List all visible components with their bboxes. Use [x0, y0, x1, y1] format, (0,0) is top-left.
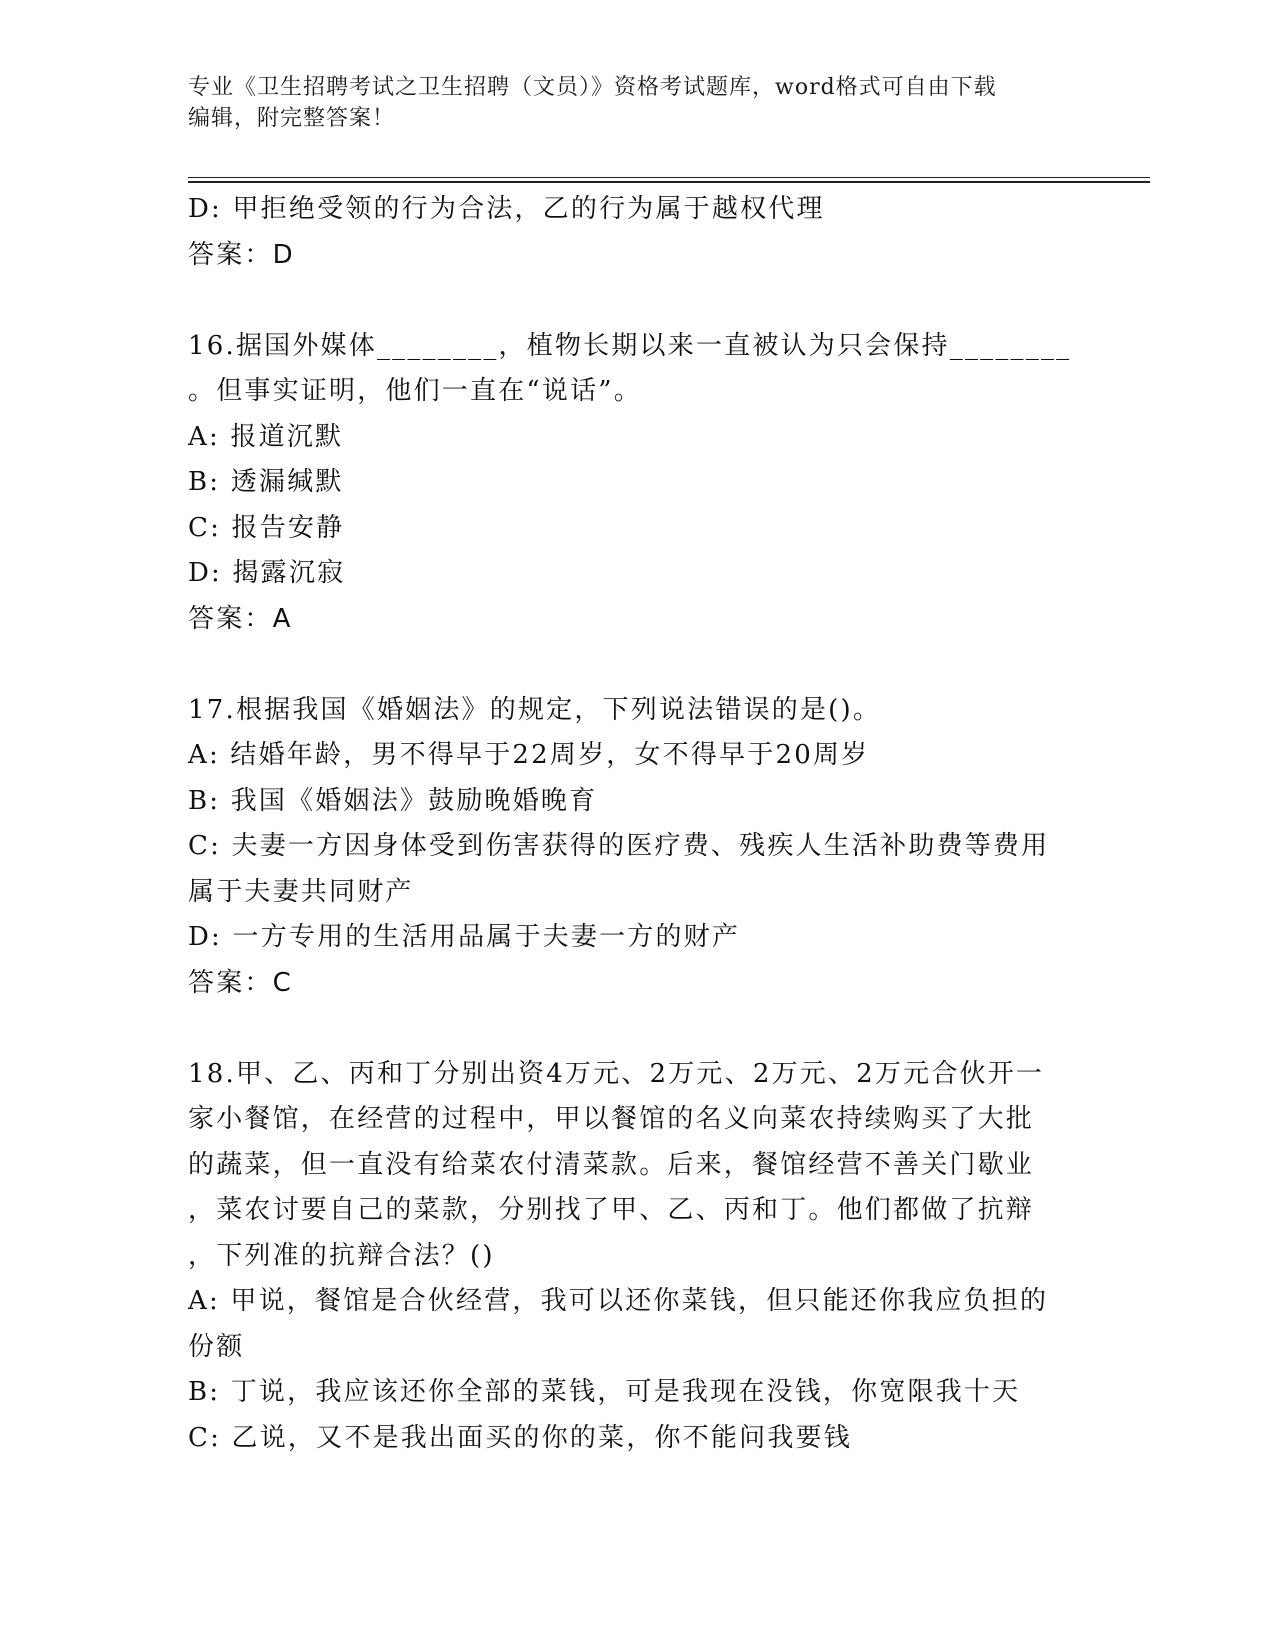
question-stem: ，菜农讨要自己的菜款，分别找了甲、乙、丙和丁。他们都做了抗辩	[188, 1195, 1035, 1225]
question-stem: 16.据国外媒体________，植物长期以来一直被认为只会保持________	[188, 330, 1072, 361]
answer: 答案：C	[188, 967, 293, 998]
option-a-continued: 份额	[188, 1331, 245, 1362]
spacer	[188, 278, 1088, 324]
question-18	[188, 1052, 1088, 1462]
option-b: B: 我国《婚姻法》鼓励晚婚晚育	[188, 785, 598, 816]
question-content	[188, 187, 1088, 1461]
option-d: D: 甲拒绝受领的行为合法，乙的行为属于越权代理	[188, 194, 825, 224]
option-c: C: 乙说，又不是我出面买的你的菜，你不能问我要钱	[188, 1422, 852, 1453]
option-c: C: 报告安静	[188, 512, 345, 543]
option-d: D: 揭露沉寂	[188, 558, 346, 588]
spacer	[188, 1006, 1088, 1052]
option-a: A: 甲说，餐馆是合伙经营，我可以还你菜钱，但只能还你我应负担的	[188, 1286, 1049, 1316]
option-a: A: 结婚年龄，男不得早于22周岁，女不得早于20周岁	[188, 740, 870, 770]
answer: 答案：D	[188, 239, 295, 270]
header-line-1: 专业《卫生招聘考试之卫生招聘（文员）》资格考试题库，word格式可自由下载	[188, 75, 997, 100]
question-stem: ，下列准的抗辩合法？()	[188, 1240, 495, 1271]
previous-question-tail	[188, 187, 1088, 278]
header-divider-thin	[188, 177, 1150, 178]
option-b: B: 透漏缄默	[188, 467, 344, 497]
header-divider-thick	[188, 181, 1150, 183]
option-c-continued: 属于夫妻共同财产	[188, 876, 414, 907]
question-stem: 的蔬菜，但一直没有给菜农付清菜款。后来，餐馆经营不善关门歇业	[188, 1149, 1035, 1180]
option-a: A: 报道沉默	[188, 421, 344, 452]
question-stem: 18.甲、乙、丙和丁分别出资4万元、2万元、2万元、2万元合伙开一	[188, 1058, 1045, 1089]
option-c: C: 夫妻一方因身体受到伤害获得的医疗费、残疾人生活补助费等费用	[188, 831, 1050, 861]
option-b: B: 丁说，我应该还你全部的菜钱，可是我现在没钱，你宽限我十天	[188, 1377, 1021, 1407]
question-stem: 。但事实证明，他们一直在“说话”。	[188, 376, 642, 406]
question-stem: 家小餐馆，在经营的过程中，甲以餐馆的名义向菜农持续购买了大批	[188, 1104, 1035, 1134]
document-header	[188, 72, 1088, 134]
answer: 答案：A	[188, 603, 293, 634]
option-d: D: 一方专用的生活用品属于夫妻一方的财产	[188, 922, 741, 952]
question-stem: 17.根据我国《婚姻法》的规定，下列说法错误的是()。	[188, 694, 882, 725]
question-17	[188, 688, 1088, 1007]
header-line-2: 编辑，附完整答案！	[188, 106, 396, 131]
spacer	[188, 642, 1088, 688]
question-16	[188, 324, 1088, 643]
